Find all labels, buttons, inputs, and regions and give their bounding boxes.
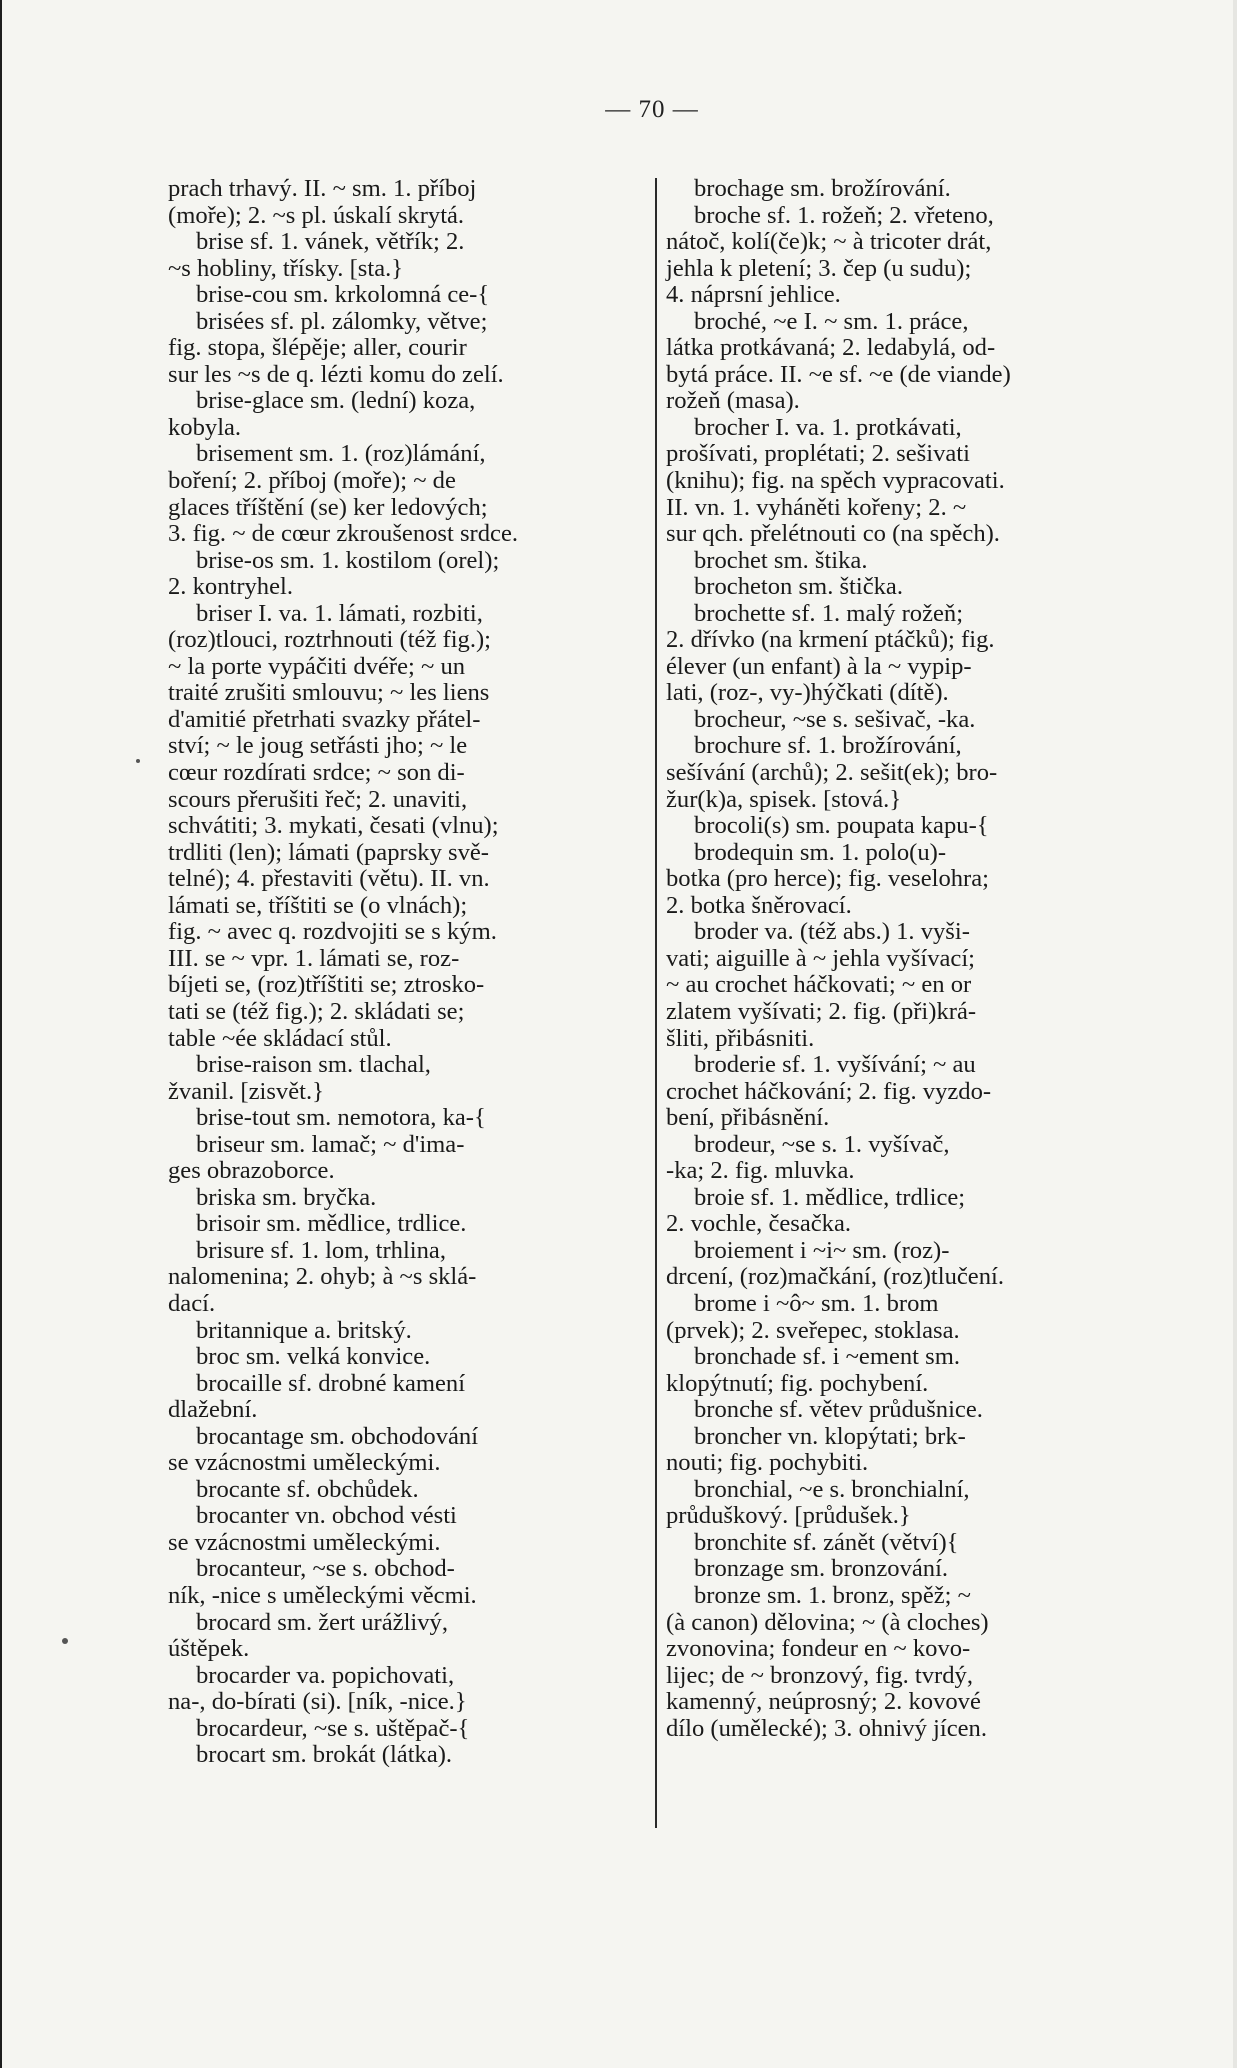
dictionary-entry-line: brocaille sf. drobné kamení [196, 1369, 466, 1397]
dictionary-entry-line: brocanter vn. obchod vésti [196, 1502, 457, 1530]
dictionary-text-line: průduškový. [průdušek.} [666, 1502, 911, 1530]
dictionary-entry-line: briser I. va. 1. lámati, rozbiti, [196, 599, 483, 627]
dictionary-text-line: telné); 4. přestaviti (větu). II. vn. [168, 865, 490, 893]
dictionary-text-line: ~ au crochet háčkovati; ~ en or [666, 971, 972, 999]
dictionary-entry-line: brise-tout sm. nemotora, ka-{ [196, 1104, 486, 1132]
dictionary-text-line: (roz)tlouci, roztrhnouti (též fig.); [168, 626, 492, 654]
dictionary-entry-line: brise-os sm. 1. kostilom (orel); [196, 546, 500, 574]
dictionary-text-line: 2. vochle, česačka. [666, 1210, 852, 1238]
dictionary-entry-line: broncher vn. klopýtati; brk- [694, 1422, 966, 1450]
dictionary-entry-line: brocart sm. brokát (látka). [196, 1741, 453, 1769]
dictionary-entry-line: brochure sf. 1. brožírování, [694, 732, 962, 760]
dictionary-text-line: žur(k)a, spisek. [stová.} [666, 785, 902, 813]
dictionary-text-line: prošívati, proplétati; 2. sešivati [666, 440, 970, 468]
dictionary-text-line: zvonovina; fondeur en ~ kovo- [666, 1635, 971, 1663]
dictionary-text-line: nátoč, kolí(če)k; ~ à tricoter drát, [666, 228, 992, 256]
dictionary-text-line: se vzácnostmi uměleckými. [168, 1449, 441, 1477]
dictionary-text-line: sešívání (archů); 2. sešit(ek); bro- [666, 759, 998, 787]
dictionary-entry-line: broder va. (též abs.) 1. vyši- [694, 918, 970, 946]
dictionary-text-line: 4. náprsní jehlice. [666, 281, 841, 309]
dictionary-entry-line: brocheton sm. štička. [694, 573, 903, 601]
dictionary-text-line: -ka; 2. fig. mluvka. [666, 1157, 855, 1185]
page-edge-shadow [1233, 0, 1237, 2068]
dictionary-entry-line: brise sf. 1. vánek, větřík; 2. [196, 228, 465, 256]
dictionary-text-line: traité zrušiti smlouvu; ~ les liens [168, 679, 490, 707]
dictionary-text-line: ník, -nice s uměleckými věcmi. [168, 1581, 477, 1609]
dictionary-text-line: table ~ée skládací stůl. [168, 1024, 392, 1052]
dictionary-entry-line: brocante sf. obchůdek. [196, 1475, 419, 1503]
dictionary-entry-line: brisoir sm. mědlice, trdlice. [196, 1210, 467, 1238]
dictionary-text-line: (moře); 2. ~s pl. úskalí skrytá. [168, 201, 465, 229]
dictionary-text-line: élever (un enfant) à la ~ vypip- [666, 652, 972, 680]
right-column [666, 176, 1144, 1742]
dictionary-entry-line: brocardeur, ~se s. uštěpač-{ [196, 1714, 470, 1742]
dictionary-text-line: se vzácnostmi uměleckými. [168, 1528, 441, 1556]
dictionary-text-line: bení, přibásnění. [666, 1104, 830, 1132]
dictionary-text-line: fig. ~ avec q. rozdvojiti se s kým. [168, 918, 497, 946]
dictionary-entry-line: brise-glace sm. (lední) koza, [196, 387, 476, 415]
dictionary-text-line: lámati se, tříštiti se (o vlnách); [168, 891, 468, 919]
dictionary-entry-line: bronchite sf. zánět (větví){ [694, 1528, 959, 1556]
dictionary-text-line: ~s hobliny, třísky. [sta.} [168, 254, 404, 282]
dictionary-text-line: sur qch. přelétnouti co (na spěch). [666, 520, 1000, 548]
dictionary-text-line: II. vn. 1. vyháněti kořeny; 2. ~ [666, 493, 967, 521]
dictionary-text-line: žvanil. [zisvět.} [168, 1077, 324, 1105]
dictionary-entry-line: bronchial, ~e s. bronchialní, [694, 1475, 970, 1503]
dictionary-entry-line: brocarder va. popichovati, [196, 1661, 455, 1689]
dictionary-text-line: (knihu); fig. na spěch vypracovati. [666, 467, 1005, 495]
dictionary-text-line: schvátiti; 3. mykati, česati (vlnu); [168, 812, 499, 840]
dictionary-text-line: glaces tříštění (se) ker ledových; [168, 493, 488, 521]
dictionary-entry-line: britannique a. britský. [196, 1316, 412, 1344]
dictionary-text-line: d'amitié přetrhati svazky přátel- [168, 705, 481, 733]
dictionary-text-line: scours přerušiti řeč; 2. unaviti, [168, 785, 468, 813]
dictionary-text-line: zlatem vyšívati; 2. fig. (při)krá- [666, 997, 977, 1025]
dictionary-entry-line: brocheur, ~se s. sešivač, -ka. [694, 705, 976, 733]
margin-speck [62, 1638, 68, 1644]
left-column [168, 176, 640, 1769]
dictionary-text-line: vati; aiguille à ~ jehla vyšívací; [666, 944, 976, 972]
dictionary-text-line: klopýtnutí; fig. pochybení. [666, 1369, 929, 1397]
dictionary-text-line: bíjeti se, (roz)tříštiti se; ztrosko- [168, 971, 485, 999]
dictionary-entry-line: briseur sm. lamač; ~ d'ima- [196, 1130, 465, 1158]
margin-speck [136, 759, 140, 763]
dictionary-entry-line: brodequin sm. 1. polo(u)- [694, 838, 947, 866]
dictionary-text-line: botka (pro herce); fig. veselohra; [666, 865, 989, 893]
dictionary-entry-line: brisées sf. pl. zálomky, větve; [196, 307, 488, 335]
dictionary-text-line: cœur rozdírati srdce; ~ son di- [168, 759, 465, 787]
dictionary-entry-line: briska sm. bryčka. [196, 1183, 377, 1211]
dictionary-text-line: jehla k pletení; 3. čep (u sudu); [666, 254, 972, 282]
dictionary-entry-line: bronzage sm. bronzování. [694, 1555, 949, 1583]
dictionary-text-line: drcení, (roz)mačkání, (roz)tlučení. [666, 1263, 1004, 1291]
dictionary-text-line: fig. stopa, šlépěje; aller, courir [168, 334, 467, 362]
dictionary-entry-line: brisement sm. 1. (roz)lámání, [196, 440, 486, 468]
dictionary-text-line: nalomenina; 2. ohyb; à ~s sklá- [168, 1263, 477, 1291]
dictionary-entry-line: brisure sf. 1. lom, trhlina, [196, 1236, 446, 1264]
dictionary-text-line: ges obrazoborce. [168, 1157, 335, 1185]
dictionary-entry-line: broché, ~e I. ~ sm. 1. práce, [694, 307, 969, 335]
dictionary-text-line: na-, do-bírati (si). [ník, -nice.} [168, 1688, 467, 1716]
dictionary-entry-line: bronze sm. 1. bronz, spěž; ~ [694, 1581, 971, 1609]
dictionary-text-line: úštěpek. [168, 1635, 250, 1663]
dictionary-text-line: lijec; de ~ bronzový, fig. tvrdý, [666, 1661, 973, 1689]
dictionary-text-line: prach trhavý. II. ~ sm. 1. příboj [168, 175, 477, 202]
dictionary-text-line: kobyla. [168, 413, 242, 441]
dictionary-entry-line: brocoli(s) sm. poupata kapu-{ [694, 812, 989, 840]
dictionary-text-line: lati, (roz-, vy-)hýčkati (dítě). [666, 679, 949, 707]
dictionary-text-line: dílo (umělecké); 3. ohnivý jícen. [666, 1714, 987, 1742]
dictionary-text-line: tati se (též fig.); 2. skládati se; [168, 997, 465, 1025]
dictionary-text-line: III. se ~ vpr. 1. lámati se, roz- [168, 944, 460, 972]
dictionary-entry-line: bronche sf. větev průdušnice. [694, 1396, 983, 1424]
dictionary-text-line: kamenný, neúprosný; 2. kovové [666, 1688, 981, 1716]
dictionary-entry-line: brome i ~ô~ sm. 1. brom [694, 1289, 939, 1317]
dictionary-text-line: ství; ~ le joug setřásti jho; ~ le [168, 732, 468, 760]
dictionary-entry-line: brise-cou sm. krkolomná ce-{ [196, 281, 490, 309]
dictionary-entry-line: broie sf. 1. mědlice, trdlice; [694, 1183, 966, 1211]
dictionary-text-line: (prvek); 2. sveřepec, stoklasa. [666, 1316, 960, 1344]
dictionary-entry-line: brodeur, ~se s. 1. vyšívač, [694, 1130, 950, 1158]
dictionary-entry-line: brocantage sm. obchodování [196, 1422, 479, 1450]
dictionary-entry-line: broderie sf. 1. vyšívání; ~ au [694, 1051, 976, 1079]
page-number: — 70 — [605, 96, 699, 123]
dictionary-entry-line: brochage sm. brožírování. [694, 175, 951, 202]
dictionary-text-line: sur les ~s de q. lézti komu do zelí. [168, 360, 504, 388]
dictionary-text-line: 2. botka šněrovací. [666, 891, 852, 919]
dictionary-text-line: trdliti (len); lámati (paprsky svě- [168, 838, 489, 866]
dictionary-entry-line: brocard sm. žert urážlivý, [196, 1608, 448, 1636]
dictionary-text-line: (à canon) dělovina; ~ (à cloches) [666, 1608, 989, 1636]
dictionary-entry-line: brochet sm. štika. [694, 546, 868, 574]
dictionary-text-line: 2. dřívko (na krmení ptáčků); fig. [666, 626, 995, 654]
dictionary-text-line: bytá práce. II. ~e sf. ~e (de viande) [666, 360, 1011, 388]
dictionary-entry-line: brise-raison sm. tlachal, [196, 1051, 431, 1079]
dictionary-text-line: boření; 2. příboj (moře); ~ de [168, 467, 456, 495]
dictionary-text-line: dací. [168, 1289, 216, 1317]
dictionary-text-line: dlažební. [168, 1396, 258, 1424]
dictionary-entry-line: brocher I. va. 1. protkávati, [694, 413, 962, 441]
dictionary-text-line: crochet háčkování; 2. fig. vyzdo- [666, 1077, 992, 1105]
dictionary-entry-line: broc sm. velká konvice. [196, 1343, 431, 1371]
dictionary-entry-line: bronchade sf. i ~ement sm. [694, 1343, 961, 1371]
dictionary-text-line: nouti; fig. pochybiti. [666, 1449, 869, 1477]
column-divider [655, 178, 657, 1828]
dictionary-text-line: rožeň (masa). [666, 387, 800, 415]
dictionary-entry-line: brocanteur, ~se s. obchod- [196, 1555, 455, 1583]
dictionary-entry-line: brochette sf. 1. malý rožeň; [694, 599, 964, 627]
dictionary-entry-line: broiement i ~i~ sm. (roz)- [694, 1236, 950, 1264]
dictionary-text-line: 3. fig. ~ de cœur zkroušenost srdce. [168, 520, 519, 548]
dictionary-text-line: ~ la porte vypáčiti dvéře; ~ un [168, 652, 466, 680]
dictionary-text-line: látka protkávaná; 2. ledabylá, od- [666, 334, 996, 362]
dictionary-text-line: šliti, přibásniti. [666, 1024, 815, 1052]
dictionary-text-line: 2. kontryhel. [168, 573, 293, 601]
dictionary-entry-line: broche sf. 1. rožeň; 2. vřeteno, [694, 201, 994, 229]
